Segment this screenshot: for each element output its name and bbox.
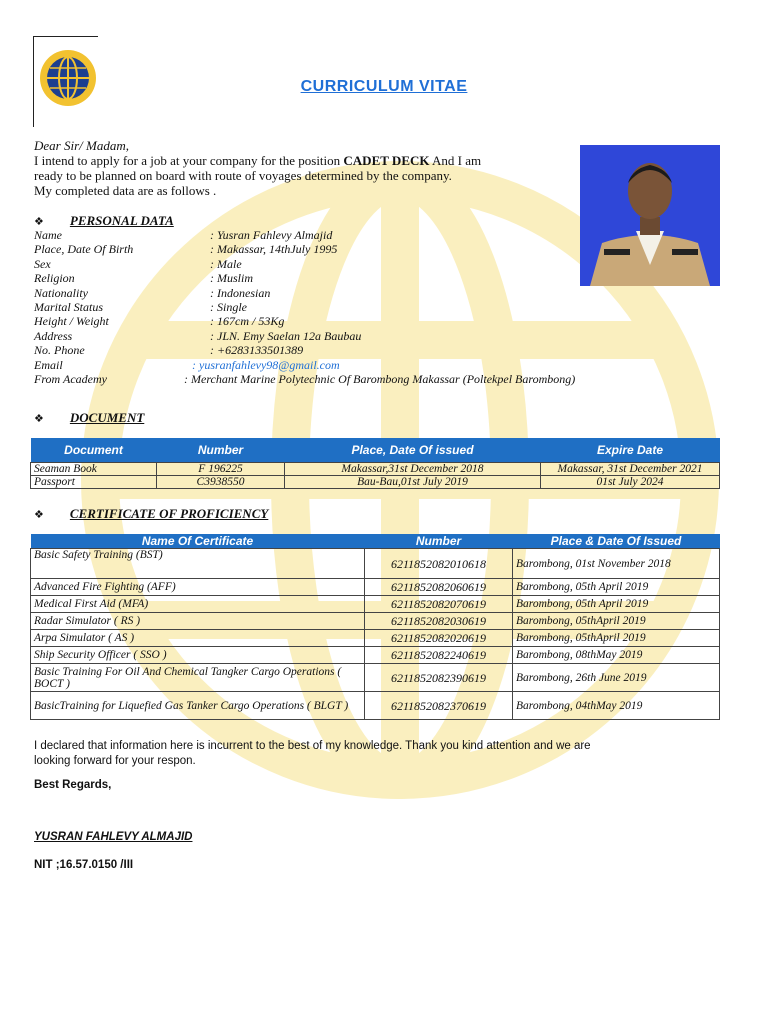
table-row: [31, 596, 720, 613]
table-cell: 6211852082020619: [365, 630, 513, 647]
field-value: : Merchant Marine Polytechnic Of Barombong Makassar (Poltekpel Barombong): [184, 372, 576, 386]
column-header: Number: [157, 438, 285, 462]
table-cell: 6211852082370619: [365, 692, 513, 720]
field-label: Place, Date Of Birth: [34, 242, 134, 256]
column-header: Document: [31, 438, 157, 462]
diamond-bullet-icon: ❖: [34, 509, 44, 521]
table-cell: Barombong, 01st November 2018: [513, 549, 720, 579]
field-label: Marital Status: [34, 300, 104, 314]
field-label: Nationality: [34, 286, 88, 300]
intro-line-1-tail: And I am: [429, 153, 482, 168]
declaration-line-2: looking forward for your respon.: [34, 755, 196, 767]
intro-line-3: My completed data are as follows .: [34, 183, 217, 198]
field-value: : Yusran Fahlevy Almajid: [210, 228, 333, 242]
table-cell: Barombong, 08thMay 2019: [513, 647, 720, 664]
table-cell: Barombong, 26th June 2019: [513, 664, 720, 692]
table-cell: 6211852082010618: [365, 549, 513, 579]
field-value: : JLN. Emy Saelan 12a Baubau: [210, 329, 362, 343]
email-value[interactable]: : yusranfahlevy98@gmail.com: [192, 358, 340, 372]
document-title: CURRICULUM VITAE: [300, 78, 468, 95]
table-row: [31, 647, 720, 664]
field-value: : +6283133501389: [210, 343, 304, 357]
table-header-row: [31, 534, 720, 549]
field-label: Religion: [34, 271, 75, 285]
table-cell: F 196225: [157, 462, 285, 475]
column-header: Expire Date: [541, 438, 720, 462]
table-cell: Barombong, 05th April 2019: [513, 596, 720, 613]
nit-number: NIT ;16.57.0150 /III: [34, 859, 134, 871]
document-heading-row: [34, 409, 144, 427]
diamond-bullet-icon: ❖: [34, 413, 44, 425]
table-cell: C3938550: [157, 475, 285, 488]
table-cell: 6211852082030619: [365, 613, 513, 630]
table-cell: Ship Security Officer ( SSO ): [31, 647, 365, 664]
personal-data-heading: PERSONAL DATA: [69, 213, 174, 228]
field-label: Name: [34, 228, 62, 242]
field-value: : 167cm / 53Kg: [210, 314, 285, 328]
table-cell: 01st July 2024: [541, 475, 720, 488]
intro-line-2: ready to be planned on board with route of voyages determined by the company.: [34, 168, 452, 183]
signer-name: YUSRAN FAHLEVY ALMAJID: [34, 831, 193, 843]
table-cell: Bau-Bau,01st July 2019: [285, 475, 541, 488]
portrait-image: [580, 145, 720, 286]
table-row: [31, 664, 720, 692]
table-cell: Makassar,31st December 2018: [285, 462, 541, 475]
table-cell: 6211852082060619: [365, 579, 513, 596]
table-cell: 6211852082070619: [365, 596, 513, 613]
table-cell: Passport: [31, 475, 157, 488]
field-value: : Makassar, 14thJuly 1995: [210, 242, 338, 256]
table-cell: Arpa Simulator ( AS ): [31, 630, 365, 647]
field-label: Email: [34, 358, 63, 372]
field-label: Address: [34, 329, 73, 343]
table-row: [31, 692, 720, 720]
intro-line-1: [34, 153, 574, 168]
table-cell: Basic Safety Training (BST): [31, 549, 365, 579]
applicant-photo: [580, 145, 720, 286]
certificate-heading-row: [34, 505, 268, 523]
table-cell: Barombong, 05thApril 2019: [513, 630, 720, 647]
document-heading: DOCUMENT: [69, 410, 145, 425]
table-row: [31, 579, 720, 596]
table-row: [31, 549, 720, 579]
table-cell: Medical First Aid (MFA): [31, 596, 365, 613]
table-row: [31, 630, 720, 647]
certificate-heading: CERTIFICATE OF PROFICIENCY: [69, 506, 269, 521]
table-cell: 6211852082390619: [365, 664, 513, 692]
best-regards: Best Regards,: [34, 779, 112, 791]
field-value: : Single: [210, 300, 247, 314]
field-value: : Muslim: [210, 271, 253, 285]
declaration-text: [34, 739, 734, 769]
table-cell: BasicTraining for Liquefied Gas Tanker Cargo Operations ( BLGT ): [31, 692, 365, 720]
field-label: Sex: [34, 257, 51, 271]
table-cell: Advanced Fire Fighting (AFF): [31, 579, 365, 596]
table-cell: Basic Training For Oil And Chemical Tangker Cargo Operations ( BOCT ): [31, 664, 365, 692]
table-cell: Seaman Book: [31, 462, 157, 475]
column-header: Place, Date Of issued: [285, 438, 541, 462]
field-value: : Indonesian: [210, 286, 271, 300]
table-row: [31, 462, 720, 475]
field-label: Height / Weight: [34, 314, 109, 328]
position-name: CADET DECK: [343, 153, 430, 168]
declaration-line-1: I declared that information here is incurrent to the best of my knowledge. Thank you kind attention and we are: [34, 740, 591, 752]
field-label: No. Phone: [34, 343, 85, 357]
document-table: [30, 438, 720, 489]
table-cell: 6211852082240619: [365, 647, 513, 664]
column-header: Place & Date Of Issued: [513, 534, 720, 549]
table-cell: Radar Simulator ( RS ): [31, 613, 365, 630]
field-label: From Academy: [34, 372, 107, 386]
intro-letter: [34, 138, 574, 198]
table-cell: Barombong, 05th April 2019: [513, 579, 720, 596]
certificate-table: [30, 534, 720, 720]
table-row: [31, 475, 720, 488]
table-cell: Makassar, 31st December 2021: [541, 462, 720, 475]
table-header-row: [31, 438, 720, 462]
table-row: [31, 613, 720, 630]
table-cell: Barombong, 04thMay 2019: [513, 692, 720, 720]
column-header: Name Of Certificate: [31, 534, 365, 549]
table-cell: Barombong, 05thApril 2019: [513, 613, 720, 630]
salutation: Dear Sir/ Madam,: [34, 138, 129, 153]
diamond-bullet-icon: ❖: [34, 216, 44, 228]
field-value: : Male: [210, 257, 242, 271]
intro-line-1-text: I intend to apply for a job at your company for the position: [34, 153, 344, 168]
column-header: Number: [365, 534, 513, 549]
